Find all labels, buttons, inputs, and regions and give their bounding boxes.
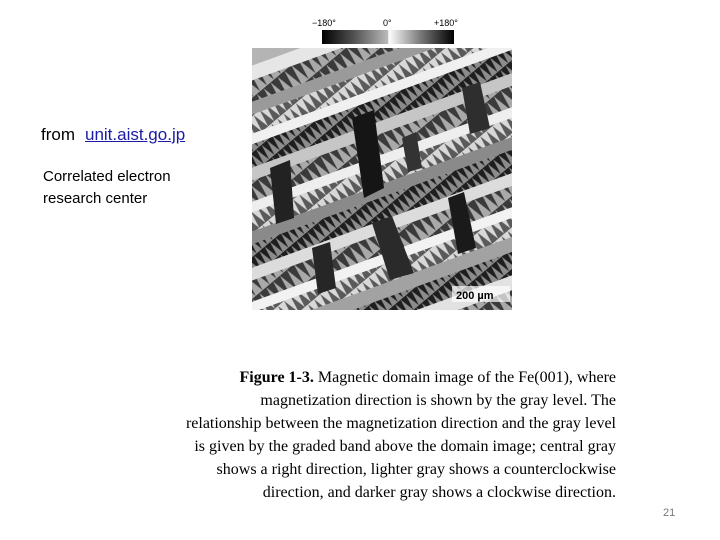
figure-label: Figure 1-3. [239, 369, 314, 386]
scale-right-label: +180° [434, 18, 458, 28]
caption-text: Magnetic domain image of the Fe(001), where magnetization direction is shown by the gray level. The relationship between the magnetization direction and the gray level is given by the graded band above the domain image; central gray shows a right direction, lighter gray shows a counterclockwise direction, and darker gray shows a clockwise direction. [185, 369, 616, 501]
research-center-text [43, 166, 171, 210]
scale-left-label: −180° [312, 18, 336, 28]
from-label: from [41, 125, 75, 144]
magnetic-domain-image [252, 48, 512, 310]
gray-gradient-band [322, 30, 454, 44]
image-scale-bar-label: 200 µm [456, 290, 494, 302]
center-line-2: research center [43, 190, 148, 207]
scale-mid-label: 0° [383, 18, 392, 28]
figure-caption [182, 366, 616, 504]
source-credit [41, 124, 185, 146]
source-link[interactable]: unit.aist.go.jp [85, 125, 186, 144]
page-number: 21 [663, 507, 676, 519]
gray-level-scale [300, 18, 470, 48]
center-line-1: Correlated electron [43, 168, 171, 185]
